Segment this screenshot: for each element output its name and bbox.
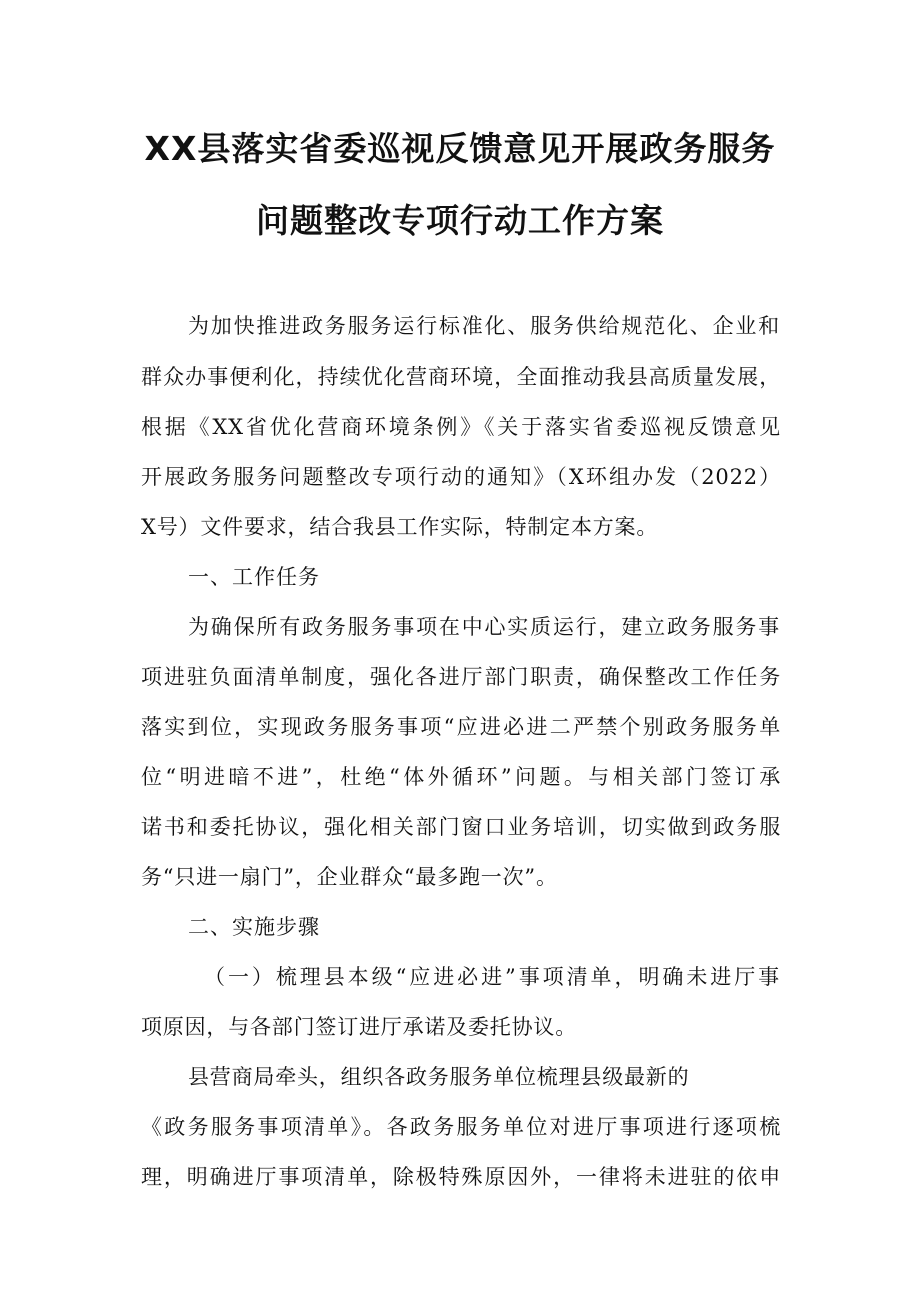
section1-line-1: 为确保所有政务服务事项在中心实质运行，建立政务服务事 (188, 615, 780, 639)
section-heading-2: 二、实施步骤 (188, 915, 320, 939)
document-title-line-2: 问题整改专项行动工作方案 (256, 201, 664, 240)
intro-line-1: 为加快推进政务服务运行标准化、服务供给规范化、企业和 (188, 314, 780, 338)
step1-body-line-1: 县营商局牵头，组织各政务服务单位梳理县级最新的 (188, 1065, 690, 1089)
section1-line-5: 诺书和委托协议，强化相关部门窗口业务培训，切实做到政务服 (141, 815, 781, 839)
section1-line-3: 落实到位，实现政务服务事项“应进必进二严禁个别政务服务单 (141, 715, 781, 739)
section1-line-2: 项进驻负面清单制度，强化各进厅部门职责，确保整改工作任务 (141, 665, 781, 689)
section1-line-6: 务“只进一扇门”，企业群众“最多跑一次”。 (141, 865, 558, 889)
intro-line-3: 根据《XX省优化营商环境条例》《关于落实省委巡视反馈意见 (141, 415, 781, 439)
section1-line-4: 位“明进暗不进”，杜绝“体外循环”问题。与相关部门签订承 (141, 765, 781, 789)
step1-body-line-3: 理，明确进厅事项清单，除极特殊原因外，一律将未进驻的依申 (141, 1165, 781, 1189)
intro-line-4: 开展政务服务问题整改专项行动的通知》（X环组办发（2022） (141, 465, 781, 489)
intro-line-2: 群众办事便利化，持续优化营商环境，全面推动我县高质量发展， (141, 365, 781, 389)
intro-line-5: X号）文件要求，结合我县工作实际，特制定本方案。 (141, 515, 659, 539)
document-title-line-1: XX县落实省委巡视反馈意见开展政务服务 (144, 129, 776, 168)
step1-body-line-2: 《政务服务事项清单》。各政务服务单位对进厅事项进行逐项梳 (141, 1115, 781, 1139)
step1-title-line-1: （一）梳理县本级“应进必进”事项清单，明确未进厅事 (204, 965, 780, 989)
step1-title-line-2: 项原因，与各部门签订进厅承诺及委托协议。 (141, 1015, 577, 1039)
section-heading-1: 一、工作任务 (188, 565, 320, 589)
